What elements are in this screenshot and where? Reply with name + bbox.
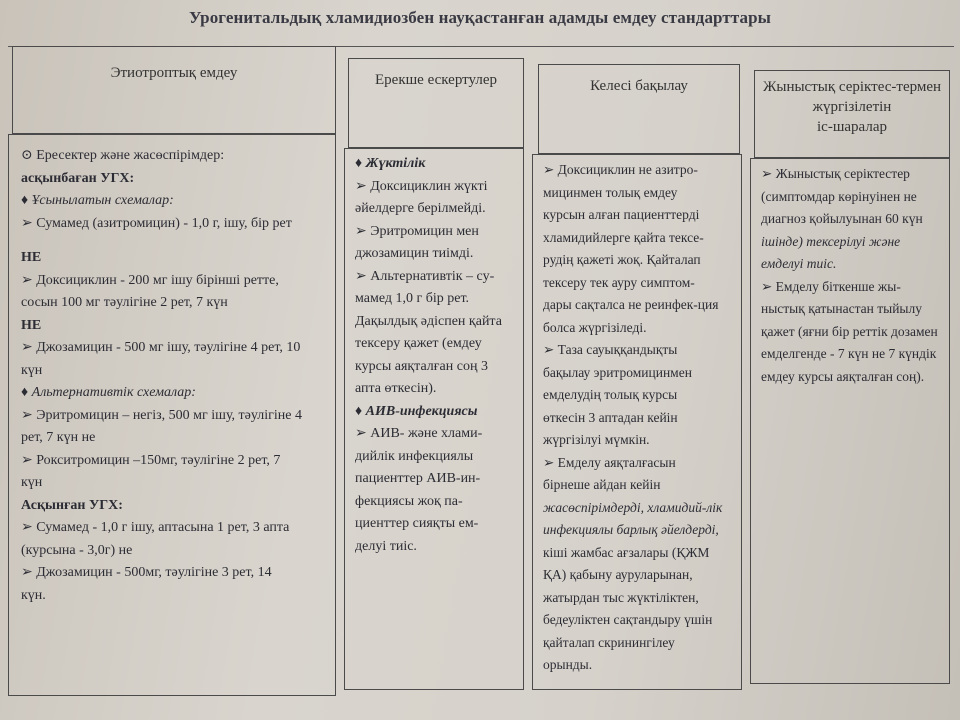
col4-content-box xyxy=(750,158,950,684)
col2-line: тексеру қажет (емдеу xyxy=(355,336,482,351)
col4-line: ➢ Емделу біткенше жы- xyxy=(761,278,901,294)
col4-line: ішінде) тексерілуі және xyxy=(761,233,901,249)
col2-line: курсы аяқталған соң 3 xyxy=(355,358,488,374)
col1-line: (курсына - 3,0г) не xyxy=(21,542,133,558)
col1-line: асқынбаған УГХ: xyxy=(21,170,135,186)
col3-line: мицинмен толық емдеу xyxy=(543,184,678,200)
col1-line: сосын 100 мг тәулігіне 2 рет, 7 күн xyxy=(21,295,228,310)
col4-line: ➢ Жыныстық серіктестер xyxy=(761,166,910,181)
col3-line: емделудің толық курсы xyxy=(543,387,678,402)
col3-line: бақылау эритромицинмен xyxy=(543,364,692,380)
col3-line: жасөспірімдерді, хламидий-лік xyxy=(543,499,723,515)
col3-header-box xyxy=(538,64,740,154)
col1-spacer xyxy=(21,235,327,247)
col3-line: ➢ Доксициклин не азитро- xyxy=(543,162,698,177)
col2-header-box xyxy=(348,58,524,148)
col3-content xyxy=(533,155,741,677)
col2-line: циенттер сияқты ем- xyxy=(355,516,479,531)
col4-header xyxy=(755,77,949,137)
col4-line: ныстық қатынастан тыйылу xyxy=(761,301,922,316)
col2-line: дийлік инфекциялы xyxy=(355,448,474,464)
col1-content xyxy=(9,135,335,607)
col1-line: Асқынған УГХ: xyxy=(21,497,123,513)
col4-line: емделгенде - 7 күн не 7 күндік xyxy=(761,346,937,361)
col1-line: ⊙ Ересектер және жасөспірімдер: xyxy=(21,148,225,163)
col1-line: күн xyxy=(21,362,43,378)
col3-line: рудің қажеті жоқ. Қайталап xyxy=(543,252,701,267)
col2-content xyxy=(345,149,523,558)
col3-line: бірнеше айдан кейін xyxy=(543,477,661,492)
col1-header: Этиотроптық емдеу xyxy=(110,65,238,81)
col1-content-box xyxy=(8,134,336,696)
col3-line: өткесін 3 аптадан кейін xyxy=(543,409,678,425)
col2-line: апта өткесін). xyxy=(355,381,437,396)
col1-line: ➢ Джозамицин - 500мг, тәулігіне 3 рет, 14 xyxy=(21,565,272,580)
col1-line: ♦ Ұсынылатын схемалар: xyxy=(21,193,174,208)
col2-line: ♦ АИВ-инфекциясы xyxy=(355,403,478,419)
col2-line: ➢ АИВ- және хлами- xyxy=(355,426,483,441)
col1-line: күн. xyxy=(21,587,46,603)
col3-line: ➢ Емделу аяқталғасын xyxy=(543,454,676,470)
col3-line: дары сақталса не реинфек-ция xyxy=(543,297,719,312)
col2-line: мамед 1,0 г бір рет. xyxy=(355,291,470,306)
col3-content-box xyxy=(532,154,742,690)
col4-header-line: Жыныстық серіктес-термен xyxy=(762,79,942,95)
col2-line: фекциясы жоқ па- xyxy=(355,493,463,509)
col4-line: диагноз қойылуынан 60 күн xyxy=(761,211,923,226)
col2-line: ➢ Альтернативтік – су- xyxy=(355,268,495,284)
col2-line: әйелдерге берілмейді. xyxy=(355,201,486,216)
col1-line: ♦ Альтернативтік схемалар: xyxy=(21,385,196,400)
col4-line: емделуі тиіс. xyxy=(761,256,837,271)
col1-line: күн xyxy=(21,475,43,490)
col2-header: Ерекше ескертулер xyxy=(375,72,497,88)
col4-header-line: іс-шаралар xyxy=(817,119,887,135)
col1-line: ➢ Рокситромицин –150мг, тәулігіне 2 рет, 7 xyxy=(21,452,281,468)
col3-line: орынды. xyxy=(543,657,593,672)
col2-line: джозамицин тиімді. xyxy=(355,246,474,261)
col3-line: ҚА) қабыну ауруларынан, xyxy=(543,567,693,582)
col2-line: пациенттер АИВ-ин- xyxy=(355,471,481,486)
col1-line: ➢ Эритромицин – негіз, 500 мг ішу, тәулігіне 4 xyxy=(21,407,302,423)
col1-line: ➢ Доксициклин - 200 мг ішу бірінші ретте, xyxy=(21,272,279,288)
col1-line: ➢ Сумамед - 1,0 г ішу, аптасына 1 рет, 3 апта xyxy=(21,520,290,535)
col3-line: жүргізілуі мүмкін. xyxy=(543,432,650,447)
col1-line: рет, 7 күн не xyxy=(21,430,96,445)
col4-line: емдеу курсы аяқталған соң). xyxy=(761,368,925,384)
col3-line: қайталап скринингілеу xyxy=(543,634,675,650)
col3-line: хламидийлерге қайта тексе- xyxy=(543,229,704,245)
col1-line: НЕ xyxy=(21,317,42,333)
col2-content-box xyxy=(344,148,524,690)
col3-line: бедеуліктен сақтандыру үшін xyxy=(543,612,713,627)
col2-line: делуі тиіс. xyxy=(355,538,417,554)
col3-line: тексеру тек ауру симптом- xyxy=(543,274,695,290)
col3-line: кіші жамбас ағзалары (ҚЖМ xyxy=(543,544,710,560)
col1-line: ➢ Сумамед (азитромицин) - 1,0 г, ішу, бір рет xyxy=(21,215,292,231)
col2-line: Дақылдық әдіспен қайта xyxy=(355,313,502,329)
col4-header-line: жүргізілетін xyxy=(812,99,892,115)
col1-line: ➢ Джозамицин - 500 мг ішу, тәулігіне 4 рет, 10 xyxy=(21,340,301,355)
col3-line: курсын алған пациенттерді xyxy=(543,207,700,222)
page-title: Урогенитальдық хламидиозбен науқастанған адамды емдеу стандарттары xyxy=(188,8,772,27)
col3-line: болса жүргізіледі. xyxy=(543,319,647,335)
col3-line: ➢ Таза сауыққандықты xyxy=(543,342,678,357)
col3-line: инфекциялы барлық әйелдерді, xyxy=(543,522,719,537)
col2-line: ♦ Жүктілік xyxy=(355,156,426,171)
col2-line: ➢ Эритромицин мен xyxy=(355,223,479,239)
col1-line: НЕ xyxy=(21,250,42,265)
col3-header: Келесі бақылау xyxy=(590,78,688,94)
col2-line: ➢ Доксициклин жүкті xyxy=(355,178,488,194)
col4-header-box xyxy=(754,70,950,158)
col4-line: (симптомдар көрінуінен не xyxy=(761,188,917,204)
col4-line: қажет (яғни бір реттік дозамен xyxy=(761,323,938,339)
col1-header-box xyxy=(12,46,336,134)
col4-content xyxy=(751,159,949,388)
col3-line: жатырдан тыс жүктіліктен, xyxy=(543,589,699,605)
